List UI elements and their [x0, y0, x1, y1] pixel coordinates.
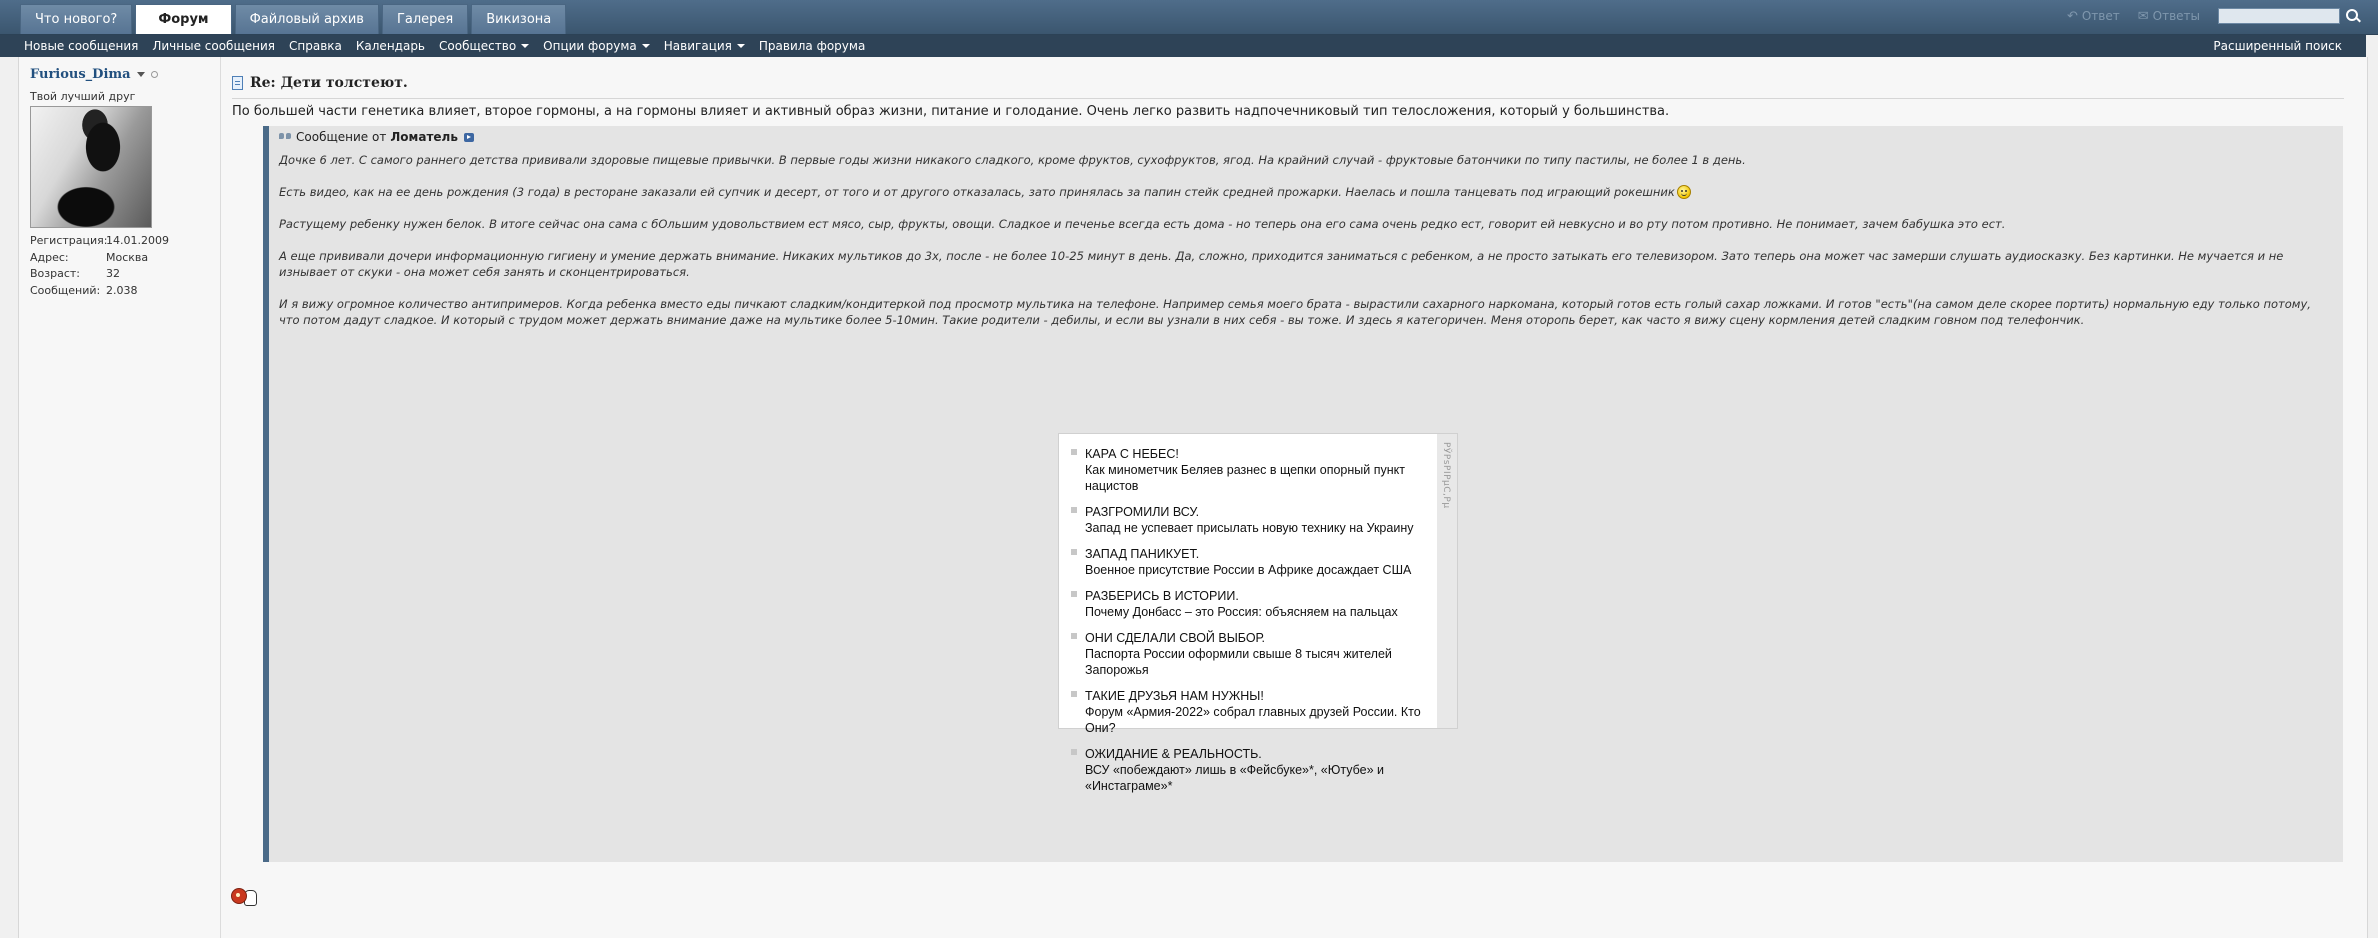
stat-value: 32	[106, 267, 120, 280]
document-icon	[232, 76, 243, 90]
news-headline[interactable]: КАРА С НЕБЕС!	[1085, 447, 1179, 461]
search-input[interactable]	[2218, 8, 2340, 24]
avatar[interactable]	[30, 106, 152, 228]
bullet-icon	[1071, 507, 1077, 513]
subnav-calendar[interactable]	[356, 39, 425, 53]
bullet-icon	[1071, 449, 1077, 455]
bullet-icon	[1071, 633, 1077, 639]
tab-wikizone[interactable]: Викизона	[471, 4, 566, 34]
smiley-icon	[1677, 185, 1691, 199]
tab-gallery[interactable]: Галерея	[382, 4, 468, 34]
news-item[interactable]	[1069, 746, 1429, 794]
subnav-new-posts[interactable]	[24, 39, 138, 53]
reply-icon: ↶	[2066, 8, 2078, 24]
chevron-down-icon	[642, 44, 650, 48]
stat-age	[30, 266, 169, 283]
post-container	[18, 57, 2368, 938]
news-list	[1069, 446, 1429, 804]
answers-link[interactable]	[2138, 9, 2200, 24]
subnav-label: Опции форума	[543, 39, 637, 53]
news-subtitle[interactable]: Почему Донбасс – это Россия: объясняем на пальцах	[1085, 605, 1398, 619]
post-title	[232, 75, 408, 91]
quote-text: Растущему ребенку нужен белок. В итоге сейчас она сама с бОльшим удовольствием ест мясо, сыр, фрукты, овощи. Сладкое и печенье всегда есть дома - но теперь она его сама очень редко ест, говорит ей невкусно и во рту потом противно. Не понимает, зачем бабушка это ест.	[279, 217, 2006, 231]
quote-paragraph	[279, 296, 2334, 328]
subnav-forum-options-dropdown[interactable]	[543, 39, 650, 53]
username[interactable]: Furious_Dima	[30, 67, 131, 82]
news-item[interactable]	[1069, 588, 1429, 620]
post-message: По большей части генетика влияет, второе гормоны, а на гормоны влияет и активный образ жизни, питание и голодание. Очень легко развить надпочечниковый тип телосложения, который у большинства.	[232, 104, 1670, 119]
bullet-icon	[1071, 591, 1077, 597]
subnav-label: Правила форума	[758, 39, 866, 53]
sub-navbar	[0, 35, 2366, 57]
quote-paragraph	[279, 216, 2334, 232]
subnav-community-dropdown[interactable]	[439, 39, 529, 53]
post-title-text: Re: Дети толстеют.	[250, 75, 408, 91]
subnav-forum-rules[interactable]	[759, 39, 865, 53]
stat-registration	[30, 233, 169, 250]
subnav-private-messages[interactable]	[152, 39, 275, 53]
answers-label: Ответы	[2152, 9, 2200, 23]
news-item[interactable]	[1069, 688, 1429, 736]
quote-prefix: Сообщение от	[296, 130, 387, 144]
user-info-panel	[19, 57, 221, 938]
news-subtitle[interactable]: Военное присутствие России в Африке досаждает США	[1085, 563, 1412, 577]
bullet-icon	[1071, 749, 1077, 755]
news-item[interactable]	[1069, 504, 1429, 536]
news-widget	[1058, 433, 1458, 793]
reply-label: Ответ	[2081, 9, 2120, 23]
advanced-search-link[interactable]: Расширенный поиск	[2213, 39, 2342, 53]
tab-whats-new[interactable]: Что нового?	[20, 4, 132, 34]
quote-author: Ломатель	[390, 130, 458, 144]
main-tabs	[20, 4, 569, 34]
news-headline[interactable]: ОЖИДАНИЕ & РЕАЛЬНОСТЬ.	[1085, 747, 1262, 761]
news-subtitle[interactable]: Как минометчик Беляев разнес в щепки опорный пункт нацистов	[1085, 463, 1405, 493]
news-subtitle[interactable]: ВСУ «побеждают» лишь в «Фейсбуке»*, «Ютубе» и «Инстаграме»*	[1085, 763, 1385, 793]
news-subtitle[interactable]: Паспорта России оформили свыше 8 тысяч жителей Запорожья	[1085, 647, 1392, 677]
news-headline[interactable]: РАЗБЕРИСЬ В ИСТОРИИ.	[1085, 589, 1239, 603]
goto-post-icon[interactable]	[464, 133, 474, 142]
subnav-label: Справка	[289, 39, 342, 53]
news-subtitle[interactable]: Форум «Армия-2022» собрал главных друзей России. Кто Они?	[1085, 705, 1421, 735]
news-headline[interactable]: ЗАПАД ПАНИКУЕТ.	[1085, 547, 1200, 561]
quote-text: Есть видео, как на ее день рождения (3 года) в ресторане заказали ей супчик и десерт, от того и от другого отказалась, зато принялась за папин стейк средней прожарки. Наелась и пошла танцевать под играющий рокешник	[279, 185, 1675, 199]
subnav-label: Навигация	[663, 39, 732, 53]
reputation-icon[interactable]	[231, 888, 247, 904]
top-navbar	[0, 0, 2378, 35]
quote-header	[279, 130, 474, 144]
search-icon[interactable]	[2346, 9, 2360, 23]
stat-address	[30, 250, 169, 267]
quote-icon	[279, 133, 292, 142]
stat-label: Возраст:	[30, 267, 81, 280]
user-title: Твой лучший друг	[30, 90, 136, 103]
stat-label: Сообщений:	[30, 283, 101, 297]
stat-value: 14.01.2009	[106, 234, 169, 247]
username-menu[interactable]	[30, 67, 158, 82]
news-item[interactable]	[1069, 630, 1429, 678]
quote-text: А еще прививали дочери информационную гигиену и умение держать внимание. Никаких мультиков до 3х, после - не более 10-25 минут в день. Да, сложно, приходится заниматься с ребенком, а не просто затыкать его телевизором. Зато теперь она может час замерши слушать аудиосказку. Без картинки. Не мучается и не изнывает от скуки - она может себя занять и сконцентрироваться.	[279, 249, 2284, 279]
title-divider	[232, 98, 2344, 99]
stat-value: 2.038	[106, 283, 138, 297]
reply-link[interactable]	[2067, 9, 2120, 24]
bullet-icon	[1071, 549, 1077, 555]
quote-paragraph	[279, 248, 2334, 280]
tab-forum[interactable]: Форум	[135, 4, 231, 34]
bullet-icon	[1071, 691, 1077, 697]
stat-label: Регистрация:	[30, 234, 108, 247]
user-stats	[30, 233, 169, 299]
top-right-tools	[2067, 8, 2360, 24]
subnav-label: Личные сообщения	[152, 39, 276, 53]
post-footer-tools	[231, 886, 257, 906]
stat-label: Адрес:	[30, 250, 69, 264]
chevron-down-icon[interactable]	[137, 72, 145, 77]
widget-side-bar	[1437, 434, 1457, 728]
news-headline[interactable]: ОНИ СДЕЛАЛИ СВОЙ ВЫБОР.	[1085, 631, 1266, 645]
subnav-label: Новые сообщения	[24, 39, 139, 53]
quote-text: Дочке 6 лет. С самого раннего детства прививали здоровые пищевые привычки. В первые годы жизни никакого сладкого, кроме фруктов, сухофруктов, ягод. На крайний случай - фруктовые батончики по типу пастилы, не более 1 в день.	[279, 153, 1746, 167]
quote-paragraph	[279, 152, 2334, 168]
tab-file-archive[interactable]: Файловый архив	[235, 4, 379, 34]
stat-posts	[30, 283, 169, 300]
news-headline[interactable]: РАЗГРОМИЛИ ВСУ.	[1085, 505, 1200, 519]
news-item[interactable]	[1069, 546, 1429, 578]
widget-side-label: РЎРѕРІРµС‚Рµ	[1441, 442, 1451, 509]
quote-block	[263, 126, 2343, 862]
news-subtitle[interactable]: Запад не успевает присылать новую технику на Украину	[1085, 521, 1414, 535]
news-item[interactable]	[1069, 446, 1429, 494]
quote-body	[279, 152, 2334, 344]
subnav-label: Сообщество	[439, 39, 517, 53]
chevron-down-icon	[737, 44, 745, 48]
message-icon: ✉	[2137, 8, 2149, 24]
subnav-navigation-dropdown[interactable]	[664, 39, 745, 53]
chevron-down-icon	[521, 44, 529, 48]
subnav-label: Календарь	[355, 39, 426, 53]
subnav-items	[24, 35, 879, 57]
news-headline[interactable]: ТАКИЕ ДРУЗЬЯ НАМ НУЖНЫ!	[1085, 689, 1264, 703]
quote-text: И я вижу огромное количество антипримеров. Когда ребенка вместо еды пичкают сладким/кондитеркой под просмотр мультика на телефоне. Например семья моего брата - вырастили сахарного наркомана, который готов есть голый сахар ложками. И готов "есть"(на самом деле скорее портить) нормальную еду только потому, что потом дадут сладкое. И который с трудом может держать внимание даже на мультике более 5-10мин. Такие родители - дебилы, и если вы узнали в них себя - вы тоже. И здесь я категоричен. Меня оторопь берет, как часто я вижу сцену кормления детей сладким говном под телефончик.	[279, 297, 2311, 327]
subnav-help[interactable]	[289, 39, 342, 53]
offline-status-icon	[151, 71, 158, 78]
quote-paragraph	[279, 184, 2334, 200]
stat-value: Москва	[106, 250, 149, 264]
